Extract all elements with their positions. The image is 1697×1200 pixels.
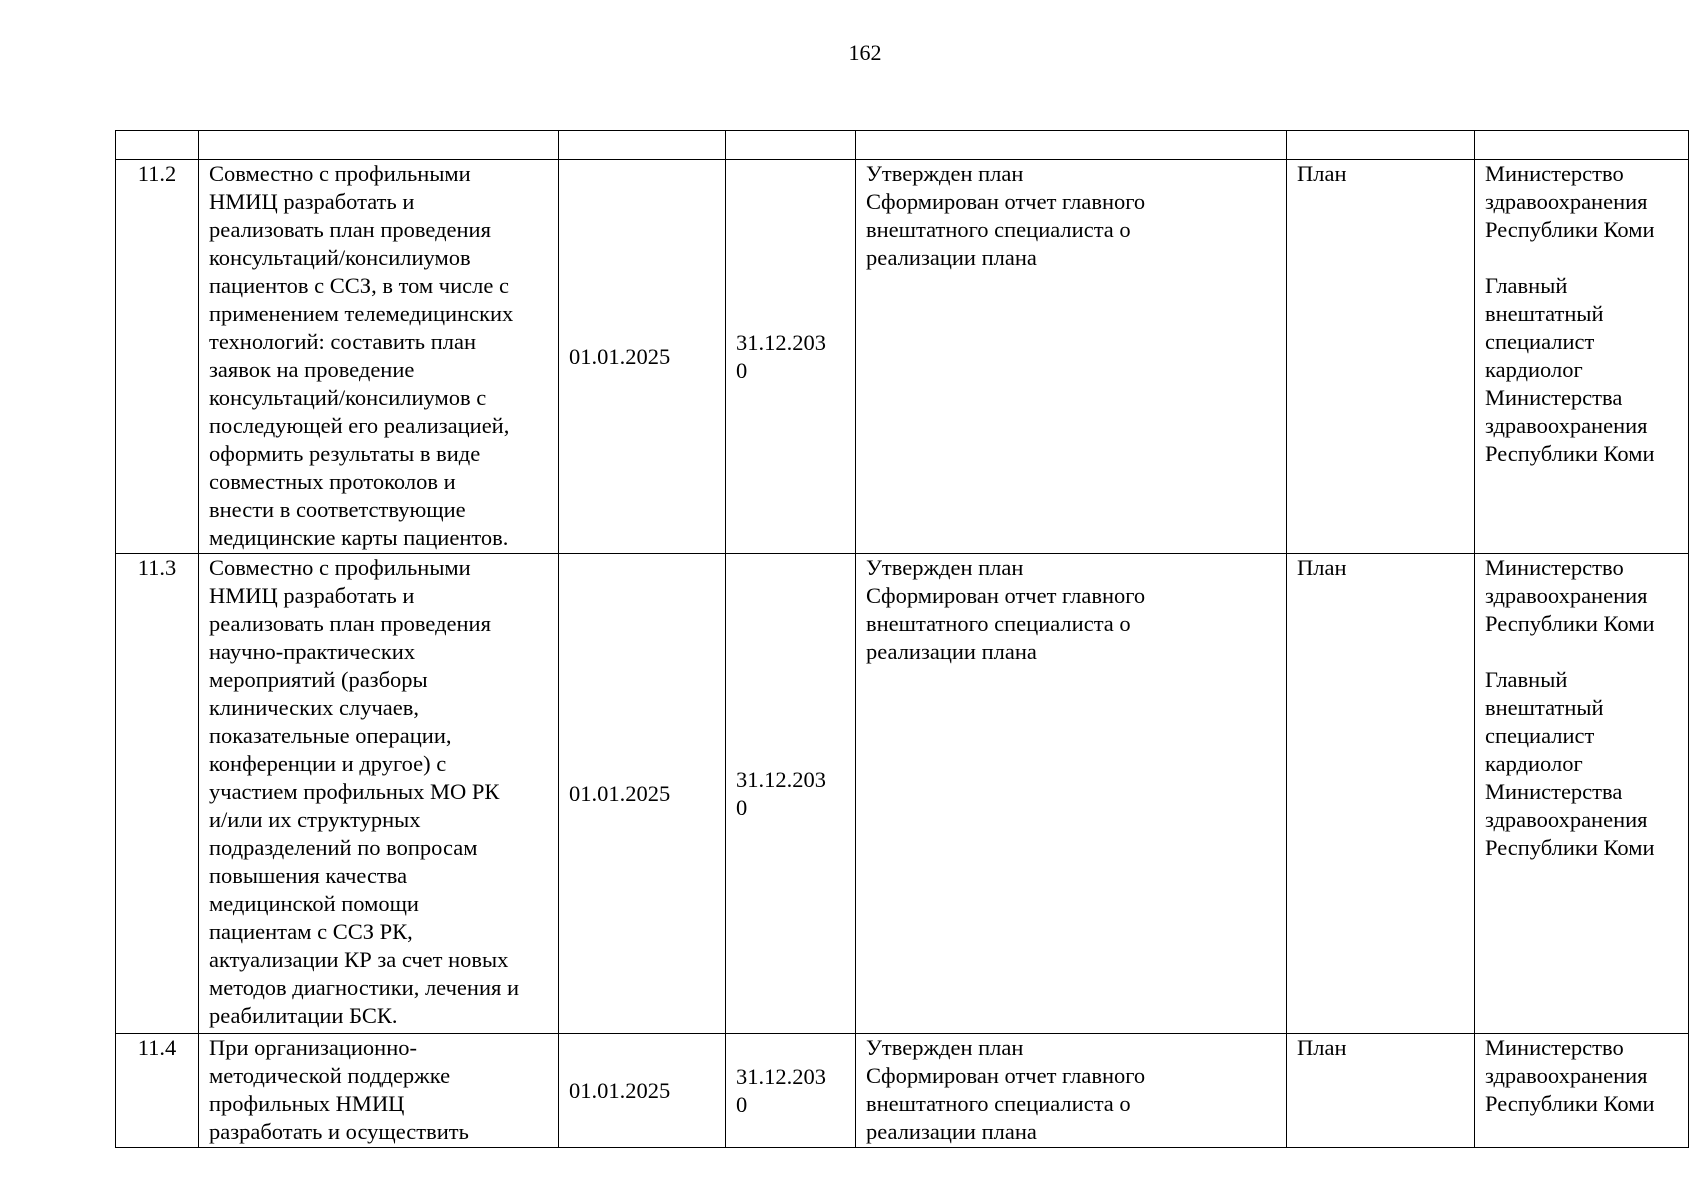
start-date: 01.01.2025 <box>559 160 726 554</box>
expected-result <box>856 1034 1287 1148</box>
responsible-line: Республики Коми <box>1485 441 1655 466</box>
description-line: совместных протоколов и <box>209 469 456 494</box>
result-line: реализации плана <box>866 245 1037 270</box>
description-line: клинических случаев, <box>209 695 419 720</box>
description-line: консультаций/консилиумов с <box>209 385 487 410</box>
description-line: методов диагностики, лечения и <box>209 975 520 1000</box>
description-line: мероприятий (разборы <box>209 667 428 692</box>
responsible-line: Главный <box>1485 667 1568 692</box>
result-line: внештатного специалиста о <box>866 1091 1131 1116</box>
responsible-line: Республики Коми <box>1485 611 1655 636</box>
description-line: НМИЦ разработать и <box>209 583 415 608</box>
responsible-line: здравоохранения <box>1485 807 1648 832</box>
description-line: и/или их структурных <box>209 807 421 832</box>
responsible-line: здравоохранения <box>1485 1063 1648 1088</box>
description-line: При организационно- <box>209 1035 417 1060</box>
description-line: медицинские карты пациентов. <box>209 525 509 550</box>
responsible <box>1475 1034 1689 1148</box>
responsible-line: Министерства <box>1485 779 1623 804</box>
end-date-line: 0 <box>736 357 748 383</box>
responsible <box>1475 160 1689 554</box>
responsible-line: кардиолог <box>1485 751 1583 776</box>
description-line: подразделений по вопросам <box>209 835 478 860</box>
item-number: 11.3 <box>116 554 199 1034</box>
table-row <box>116 1034 1689 1148</box>
result-line: реализации плана <box>866 639 1037 664</box>
description-line: пациентов с ССЗ, в том числе с <box>209 273 509 298</box>
expected-result <box>856 160 1287 554</box>
start-date: 01.01.2025 <box>559 1034 726 1148</box>
end-date-line: 31.12.203 <box>736 329 826 355</box>
responsible-line: Министерства <box>1485 385 1623 410</box>
plan-table <box>115 130 1689 1148</box>
table-row <box>116 160 1689 554</box>
document-type: План <box>1287 1034 1475 1148</box>
document-type: План <box>1287 554 1475 1034</box>
description-line: Совместно с профильными <box>209 161 471 186</box>
description-line: повышения качества <box>209 863 408 888</box>
description-line: методической поддержке <box>209 1063 451 1088</box>
description-line: заявок на проведение <box>209 357 415 382</box>
item-description <box>199 554 559 1034</box>
end-date-line: 0 <box>736 1091 748 1117</box>
result-line: внештатного специалиста о <box>866 611 1131 636</box>
result-line: реализации плана <box>866 1119 1037 1144</box>
description-line: профильных НМИЦ <box>209 1091 405 1116</box>
end-date <box>726 1034 856 1148</box>
responsible-line: внештатный <box>1485 695 1604 720</box>
description-line: последующей его реализацией, <box>209 413 510 438</box>
table-row <box>116 554 1689 1034</box>
responsible-line: Министерство <box>1485 555 1624 580</box>
end-date <box>726 554 856 1034</box>
description-line: технологий: составить план <box>209 329 476 354</box>
responsible-line: Республики Коми <box>1485 217 1655 242</box>
result-line: Утвержден план <box>866 1035 1024 1060</box>
result-line: Утвержден план <box>866 555 1024 580</box>
description-line: реабилитации БСК. <box>209 1003 398 1028</box>
description-line: конференции и другое) с <box>209 751 447 776</box>
page-number: 162 <box>848 40 882 65</box>
responsible-line: специалист <box>1485 329 1595 354</box>
item-description <box>199 160 559 554</box>
end-date-line: 31.12.203 <box>736 766 826 792</box>
description-line: применением телемедицинских <box>209 301 514 326</box>
responsible-line: кардиолог <box>1485 357 1583 382</box>
description-line: внести в соответствующие <box>209 497 466 522</box>
result-line: Сформирован отчет главного <box>866 583 1146 608</box>
responsible-line: Министерство <box>1485 1035 1624 1060</box>
responsible-line: здравоохранения <box>1485 189 1648 214</box>
description-line: реализовать план проведения <box>209 611 491 636</box>
description-line: консультаций/консилиумов <box>209 245 471 270</box>
result-line: Утвержден план <box>866 161 1024 186</box>
end-date-line: 31.12.203 <box>736 1063 826 1089</box>
end-date <box>726 160 856 554</box>
item-description <box>199 1034 559 1148</box>
result-line: Сформирован отчет главного <box>866 189 1146 214</box>
description-line: участием профильных МО РК <box>209 779 500 804</box>
responsible-line <box>1485 244 1678 272</box>
start-date: 01.01.2025 <box>559 554 726 1034</box>
item-number: 11.2 <box>116 160 199 554</box>
description-line: показательные операции, <box>209 723 452 748</box>
description-line: оформить результаты в виде <box>209 441 481 466</box>
result-line: внештатного специалиста о <box>866 217 1131 242</box>
responsible-line: специалист <box>1485 723 1595 748</box>
description-line: пациентам с ССЗ РК, <box>209 919 413 944</box>
expected-result <box>856 554 1287 1034</box>
end-date-line: 0 <box>736 794 748 820</box>
responsible-line: внештатный <box>1485 301 1604 326</box>
document-type: План <box>1287 160 1475 554</box>
item-number: 11.4 <box>116 1034 199 1148</box>
responsible-line <box>1485 638 1678 666</box>
responsible-line: Республики Коми <box>1485 835 1655 860</box>
description-line: медицинской помощи <box>209 891 419 916</box>
description-line: реализовать план проведения <box>209 217 491 242</box>
responsible-line: здравоохранения <box>1485 583 1648 608</box>
description-line: Совместно с профильными <box>209 555 471 580</box>
responsible-line: здравоохранения <box>1485 413 1648 438</box>
description-line: НМИЦ разработать и <box>209 189 415 214</box>
description-line: разработать и осуществить <box>209 1119 469 1144</box>
responsible-line: Министерство <box>1485 161 1624 186</box>
responsible-line: Главный <box>1485 273 1568 298</box>
table-header-row <box>116 131 1689 160</box>
responsible <box>1475 554 1689 1034</box>
responsible-line: Республики Коми <box>1485 1091 1655 1116</box>
description-line: научно-практических <box>209 639 416 664</box>
result-line: Сформирован отчет главного <box>866 1063 1146 1088</box>
description-line: актуализации КР за счет новых <box>209 947 509 972</box>
